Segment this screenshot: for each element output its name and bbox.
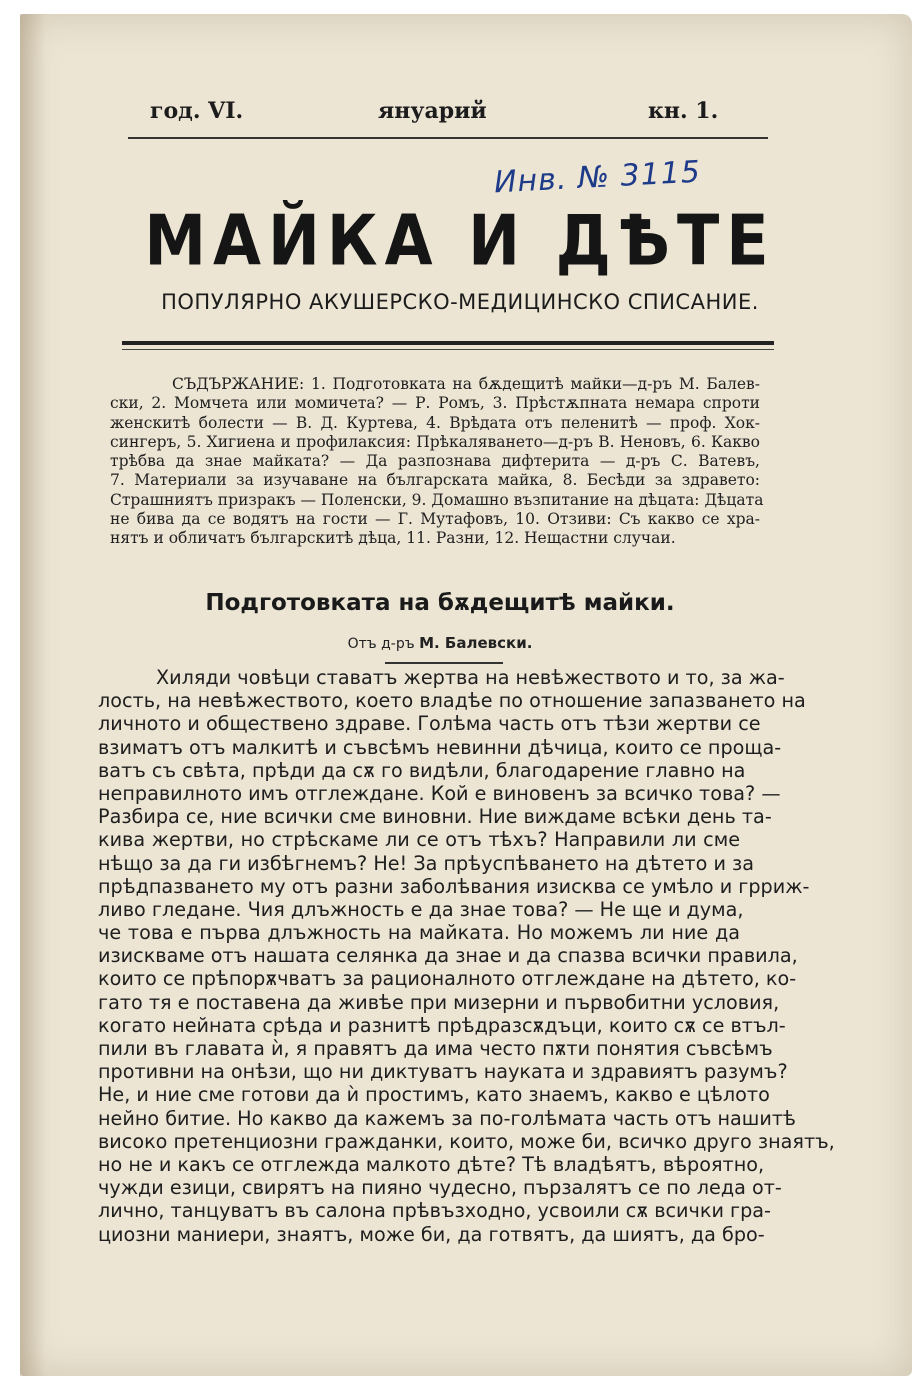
issue-number: кн. 1. xyxy=(648,98,719,124)
article-line: но не и какъ се отглежда малкото дѣте? Тѣ владѣятъ, вѣроятно, xyxy=(98,1152,765,1176)
contents-line: 7. Материали за изучаване на българската майка, 8. Бесѣди за здравето: xyxy=(110,471,760,490)
article-line: чужди езици, свирятъ на пияно чудесно, пързалятъ се по леда от- xyxy=(98,1176,782,1200)
contents-line: ски, 2. Момчета или момичета? — Р. Ромъ, 3. Прѣстѫпната немара спроти xyxy=(110,394,760,413)
article-line: прѣдпазването му отъ разни заболѣвания изисква се умѣло и грриж- xyxy=(98,874,810,898)
handwritten-inventory-number: Инв. № 3115 xyxy=(493,154,702,201)
contents-line: Страшниятъ призракъ — Поленски, 9. Домашно възпитание на дѣцата: Дѣцата xyxy=(110,490,764,509)
article-line: гато тя е поставена да живѣе при мизерни и първобитни условия, xyxy=(98,990,780,1014)
byline-prefix: Отъ д-ръ xyxy=(347,636,415,652)
article-line: Хиляди човѣци ставатъ жертва на невѣжеството и то, за жа- xyxy=(156,666,785,689)
article-line: взиматъ отъ малкитѣ и съвсѣмъ невинни дѣчица, които се проща- xyxy=(98,735,782,759)
issue-header xyxy=(150,98,750,138)
contents-line: сингеръ, 5. Хигиена и профилаксия: Прѣкаляването—д-ръ В. Неновъ, 6. Какво xyxy=(110,432,760,451)
article-line: циозни маниери, знаятъ, може би, да готвятъ, да шиятъ, да бро- xyxy=(98,1222,765,1246)
article-line: пили въ главата ѝ, я правятъ да има често пѫти понятия съвсѣмъ xyxy=(98,1037,773,1060)
contents-line: нятъ и обличатъ българскитѣ дѣца, 11. Разни, 12. Нещастни случаи. xyxy=(110,529,676,548)
author-name: М. Балевски. xyxy=(419,634,533,652)
journal-subtitle: ПОПУЛЯРНО АКУШЕРСКО-МЕДИЦИНСКО СПИСАНИЕ. xyxy=(161,290,759,314)
article-byline xyxy=(0,634,880,652)
article-line: нейно битие. Но какво да кажемъ за по-голѣмата часть отъ нашитѣ xyxy=(98,1106,796,1130)
article-line: лично, танцуватъ въ салона прѣвъзходно, усвоили сѫ всички гра- xyxy=(98,1199,771,1223)
byline-divider xyxy=(385,662,503,664)
article-line: кива жертви, но стрѣскаме ли се отъ тѣхъ? Направили ли сме xyxy=(98,828,740,852)
article-body xyxy=(98,666,835,1246)
article-line: изискваме отъ нашата селянка да знае и да спазва всички правила, xyxy=(98,944,798,968)
article-line: които се прѣпорѫчватъ за рационалното отглеждане на дѣтето, ко- xyxy=(98,967,797,991)
contents-line: женскитѣ болести — В. Д. Куртева, 4. Врѣдата отъ пеленитѣ — проф. Хок- xyxy=(110,413,760,432)
article-line: лость, на невѣжеството, което владѣе по отношение запазването на xyxy=(98,689,806,713)
header-divider xyxy=(128,137,768,139)
article-line: ливо гледане. Чия длъжность е да знае това? — Не ще и дума, xyxy=(98,897,744,921)
issue-month: януарий xyxy=(378,98,487,124)
masthead-rule-thin xyxy=(122,349,774,350)
article-line: че това е първа длъжность на майката. Но можемъ ли ние да xyxy=(98,921,740,945)
article-line: нѣщо за да ги избѣгнемъ? Не! За прѣуспѣването на дѣтето и за xyxy=(98,851,754,875)
article-line: когато нейната срѣда и разнитѣ прѣдразсѫдъци, които сѫ се втъл- xyxy=(98,1013,786,1037)
contents-line: СЪДЪРЖАНИЕ: 1. Подготовката на бѫдещитѣ майки—д-ръ М. Балев- xyxy=(172,375,760,393)
article-title: Подготовката на бѫдещитѣ майки. xyxy=(205,590,675,616)
table-of-contents xyxy=(110,375,764,549)
masthead-rule-thick xyxy=(122,341,774,345)
article-line: противни на онѣзи, що ни диктуватъ науката и здравиятъ разумъ? xyxy=(98,1060,788,1084)
article-line: високо претенциозни гражданки, които, може би, всичко друго знаятъ, xyxy=(98,1129,835,1153)
contents-line: не бива да се водятъ на гости — Г. Мутафовъ, 10. Отзиви: Съ какво се хра- xyxy=(110,510,760,529)
article-line: неправилното имъ отглеждане. Кой е виновенъ за всичко това? — xyxy=(98,781,781,805)
contents-line: трѣбва да знае майката? — Да разпознава дифтерита — д-ръ С. Ватевъ, xyxy=(110,452,760,471)
journal-title: МАЙКА И ДѢТЕ xyxy=(144,199,776,282)
article-line: Разбира се, ние всички сме виновни. Ние виждаме всѣки день та- xyxy=(98,805,772,829)
article-line: Не, и ние сме готови да ѝ простимъ, като знаемъ, какво е цѣлото xyxy=(98,1083,770,1107)
volume-year: год. VI. xyxy=(150,98,244,124)
article-line: личното и обществено здраве. Голѣма часть отъ тѣзи жертви се xyxy=(98,712,761,736)
article-line: ватъ съ свѣта, прѣди да сѫ го видѣли, благодарение главно на xyxy=(98,758,746,782)
